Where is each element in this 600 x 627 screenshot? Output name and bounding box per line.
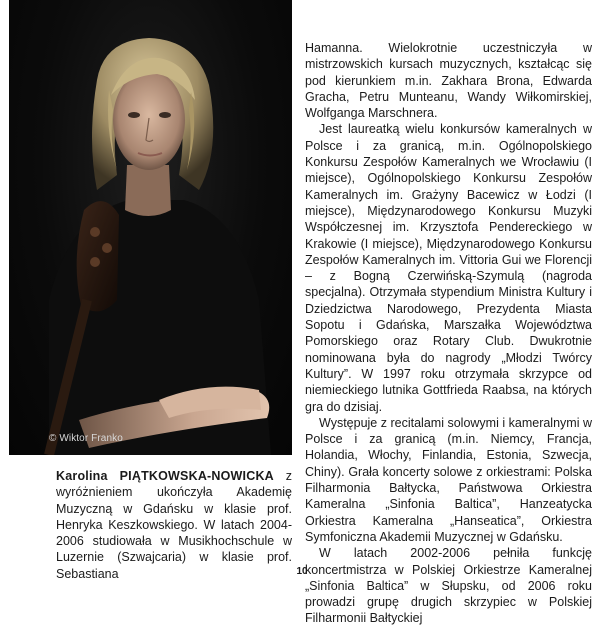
bio-right-column xyxy=(305,40,592,627)
bio-paragraph: Występuje z recitalami solowymi i kameralnymi w Polsce i za granicą (m.in. Niemcy, Francja, Holandia, Włochy, Finlandia, Estonia, Szwecja, Chiny). Grała koncerty solowe z orkiestrami: Polska Filharmonia Bałtycka, Państwowa Orkiestra Kameralna „Sinfonia Baltica”, Hanzeatycka Orkiestra Kameralna „Hanseatica”, Orkiestra Symfoniczna Akademii Muzycznej w Gdańsku. xyxy=(305,415,592,544)
bio-paragraph: W latach 2002-2006 pełniła funkcję koncertmistrza w Polskiej Orkiestrze Kameralnej „Sinfonia Baltica” w Słupsku, od 2006 roku prowadzi grupę drugich skrzypiec w Polskiej Filharmonii Bałtyckiej xyxy=(305,546,592,626)
bio-intro xyxy=(56,468,292,582)
bio-intro-text: z wyróżnieniem ukończyła Akademię Muzyczną w Gdańsku w klasie prof. Henryka Keszkowskiego. W latach 2004-2006 studiowała w Musikhochschule w Luzernie (Szwajcaria) w klasie prof. Sebastiana xyxy=(56,469,292,581)
page-number: 10 xyxy=(296,566,308,577)
portrait-photo xyxy=(9,0,292,455)
bio-intro-paragraph xyxy=(56,468,292,582)
bio-paragraph: Hamanna. Wielokrotnie uczestniczyła w mistrzowskich kursach muzycznych, kształcąc się pod kierunkiem m.in. Zakhara Brona, Edwarda Gracha, Petru Munteanu, Wandy Wiłkomirskiej, Wolfganga Marschnera. xyxy=(305,41,592,121)
bio-paragraph: Jest laureatką wielu konkursów kameralnych w Polsce i za granicą, m.in. Ogólnopolskiego Konkursu Zespołów Kameralnych we Wrocławiu (I miejsce), Ogólnopolskiego Konkursu Zespołów Kameralnych im. Grażyny Bacewicz w Łodzi (I miejsce), Międzynarodowego Konkursu Muzyki Współczesnej im. Krzysztofa Pendereckiego w Krakowie (I miejsce), Międzynarodowego Konkursu Zespołów Kameralnych im. Vittoria Gui we Florencji – z Bogną Czerwińską-Szymulą (nagroda specjalna). Otrzymała stypendium Ministra Kultury i Dziedzictwa Narodowego, Prezydenta Miasta Sopotu i Gdańska, Marszałka Województwa Pomorskiego oraz Rotary Club. Dwukrotnie nominowana była do nagrody „Młodzi Twórcy Kultury”. W 1997 roku otrzymała skrzypce od niemieckiego lutnika Gottfrieda Raabsa, na których gra do dzisiaj. xyxy=(305,122,592,414)
portrait-illustration xyxy=(9,0,292,455)
artist-name: Karolina PIĄTKOWSKA-NOWICKA xyxy=(56,469,274,483)
photo-credit: © Wiktor Franko xyxy=(49,433,123,444)
